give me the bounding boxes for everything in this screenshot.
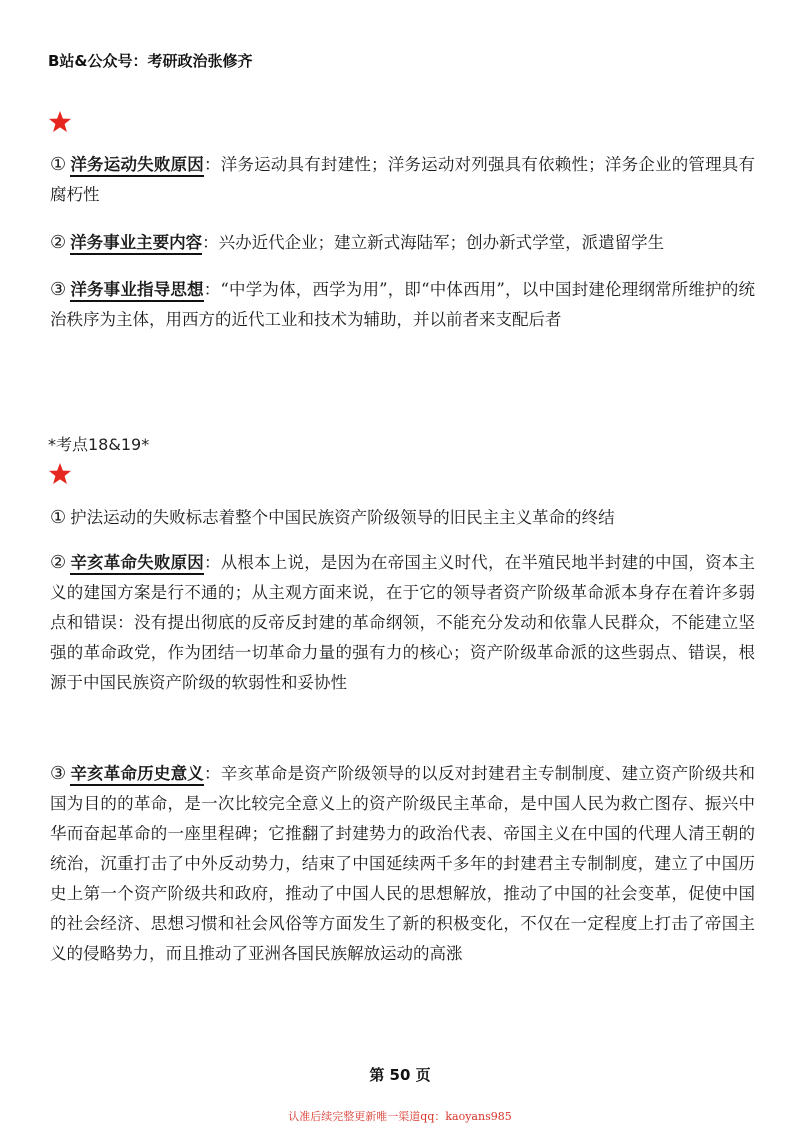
- item-number: ①: [50, 507, 67, 528]
- item-text: ：从根本上说，是因为在帝国主义时代，在半殖民地半封建的中国，资本主义的建国方案是行不通的；从主观方面来说，在于它的领导者资产阶级革命派本身存在着许多弱点和错误：没有提出彻底的反帝反封建的革命纲领，不能充分发动和依靠人民群众，不能建立坚强的革命政党，作为团结一切革命力量的强有力的核心；资产阶级革命派的这些弱点、错误，根源于中国民族资产阶级的软弱性和妥协性: [50, 553, 756, 692]
- list-item-yangwu-failure: [50, 150, 755, 210]
- item-text: 护法运动的失败标志着整个中国民族资产阶级领导的旧民主主义革命的终结: [70, 508, 615, 527]
- list-item-xinhai-significance: [50, 759, 755, 969]
- section-label: *考点18&19*: [48, 435, 150, 454]
- item-keyword: 洋务事业主要内容: [70, 233, 202, 255]
- item-number: ③: [50, 763, 67, 784]
- item-keyword: 辛亥革命历史意义: [70, 764, 204, 786]
- star-icon: [48, 462, 72, 486]
- star-icon: [48, 110, 72, 134]
- list-item-xinhai-failure: [50, 548, 755, 698]
- list-item-yangwu-content: [50, 228, 755, 258]
- page-header: B站&公众号：考研政治张修齐: [48, 52, 253, 70]
- item-keyword: 洋务事业指导思想: [70, 280, 203, 302]
- item-text: ：兴办近代企业；建立新式海陆军；创办新式学堂，派遣留学生: [202, 233, 665, 252]
- item-number: ②: [50, 232, 67, 253]
- list-item-hufa-failure: [50, 503, 755, 533]
- item-keyword: 辛亥革命失败原因: [70, 553, 204, 575]
- item-keyword: 洋务运动失败原因: [70, 155, 204, 177]
- list-item-yangwu-ideology: [50, 275, 755, 335]
- page-number: 第 50 页: [369, 1066, 431, 1084]
- item-text: ：辛亥革命是资产阶级领导的以反对封建君主专制制度、建立资产阶级共和国为目的的革命，是一次比较完全意义上的资产阶级民主革命，是中国人民为救亡图存、振兴中华而奋起革命的一座里程碑；它推翻了封建势力的政治代表、帝国主义在中国的代理人清王朝的统治，沉重打击了中外反动势力，结束了中国延续两千多年的封建君主专制制度，建立了中国历史上第一个资产阶级共和政府，推动了中国人民的思想解放，推动了中国的社会变革，促使中国的社会经济、思想习惯和社会风俗等方面发生了新的积极变化，不仅在一定程度上打击了帝国主义的侵略势力，而且推动了亚洲各国民族解放运动的高涨: [50, 764, 756, 963]
- item-text: ：“中学为体，西学为用”，即“中体西用”，以中国封建伦理纲常所维护的统治秩序为主体，用西方的近代工业和技术为辅助，并以前者来支配后者: [50, 280, 756, 329]
- item-text: ：洋务运动具有封建性；洋务运动对列强具有依赖性；洋务企业的管理具有腐朽性: [50, 155, 756, 204]
- item-number: ②: [50, 552, 67, 573]
- item-number: ③: [50, 279, 67, 300]
- footer-watermark: 认准后续完整更新唯一渠道qq：kaoyans985: [288, 1110, 512, 1123]
- item-number: ①: [50, 154, 67, 175]
